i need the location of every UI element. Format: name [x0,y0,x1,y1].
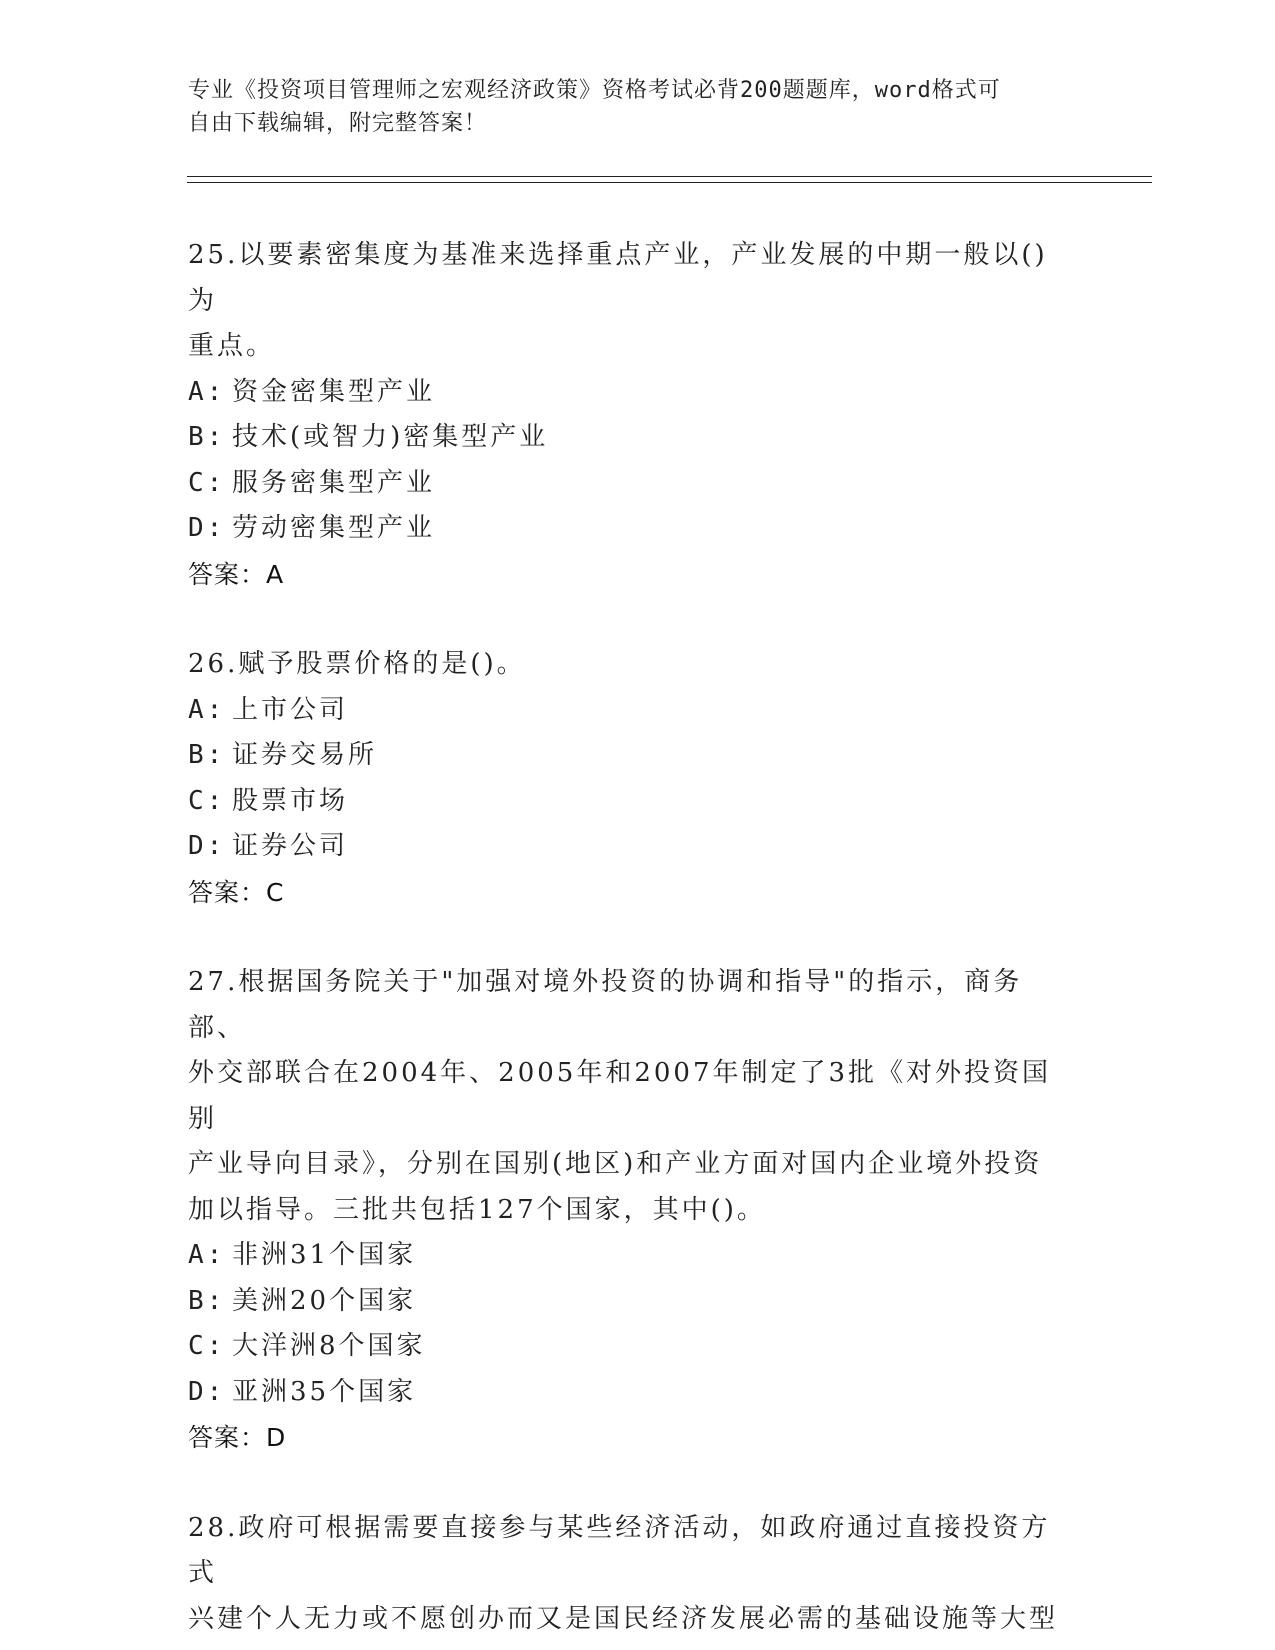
option-c [188,779,1068,825]
question-stem-line: 27.根据国务院关于"加强对境外投资的协调和指导"的指示，商务部、 [188,967,1023,1043]
question-stem-line: 25.以要素密集度为基准来选择重点产业，产业发展的中期一般以()为 [188,240,1048,316]
question-stem-line: 加以指导。三批共包括127个国家，其中()。 [188,1194,766,1225]
question-26 [188,642,1068,915]
option-key: B: [188,1285,226,1316]
option-key: A: [188,376,226,407]
question-25 [188,233,1068,597]
option-key: C: [188,467,226,498]
question-stem-line: 产业导向目录》，分别在国别(地区)和产业方面对国内企业境外投资 [188,1149,1043,1179]
option-a [188,370,1068,416]
option-key: A: [188,1240,226,1270]
header-line-1: 专业《投资项目管理师之宏观经济政策》资格考试必背200题题库，word格式可 [188,78,1001,103]
option-text: 亚洲35个国家 [232,1376,417,1407]
question-stem [188,642,1068,688]
option-text: 劳动密集型产业 [232,513,436,543]
question-stem-line: 28.政府可根据需要直接参与某些经济活动，如政府通过直接投资方式 [188,1512,1051,1588]
question-28 [188,1506,1068,1643]
question-stem [188,960,1068,1233]
option-text: 证券公司 [232,831,349,861]
question-stem-line: 重点。 [188,331,276,361]
option-text: 证券交易所 [232,740,378,770]
option-key: B: [188,740,226,770]
spacer [188,1461,1068,1506]
spacer [188,915,1068,960]
option-a [188,1233,1068,1279]
option-key: C: [188,785,226,816]
option-key: A: [188,694,226,725]
question-stem [188,233,1068,370]
option-text: 服务密集型产业 [232,467,436,498]
option-text: 非洲31个国家 [232,1240,417,1270]
option-a [188,688,1068,734]
question-27 [188,960,1068,1461]
option-b [188,733,1068,779]
option-d [188,506,1068,552]
option-text: 股票市场 [232,785,349,816]
question-stem [188,1506,1068,1643]
question-stem-line: 26.赋予股票价格的是()。 [188,649,526,679]
header-line-2: 自由下载编辑，附完整答案！ [188,111,488,136]
answer-label: 答案：D [188,1423,287,1452]
option-text: 美洲20个国家 [232,1285,417,1316]
option-d [188,824,1068,870]
option-key: D: [188,1376,226,1407]
option-b [188,1279,1068,1325]
header-divider-bottom [187,182,1152,183]
answer-label: 答案：A [188,559,285,589]
document-header [188,74,1068,140]
question-stem-line: 兴建个人无力或不愿创办而又是国民经济发展必需的基础设施等大型 [188,1603,1059,1634]
option-key: D: [188,831,226,861]
question-list [188,233,1068,1642]
answer-label: 答案：C [188,877,285,907]
spacer [188,597,1068,642]
option-c [188,461,1068,507]
option-text: 资金密集型产业 [232,376,436,407]
option-text: 技术(或智力)密集型产业 [232,422,549,452]
option-text: 大洋洲8个国家 [232,1331,426,1361]
option-key: C: [188,1331,226,1361]
option-d [188,1370,1068,1416]
question-stem-line: 外交部联合在2004年、2005年和2007年制定了3批《对外投资国别 [188,1058,1052,1134]
option-c [188,1324,1068,1370]
option-b [188,415,1068,461]
option-text: 上市公司 [232,694,349,725]
option-key: B: [188,422,226,452]
option-key: D: [188,513,226,543]
header-divider-top [187,176,1152,177]
